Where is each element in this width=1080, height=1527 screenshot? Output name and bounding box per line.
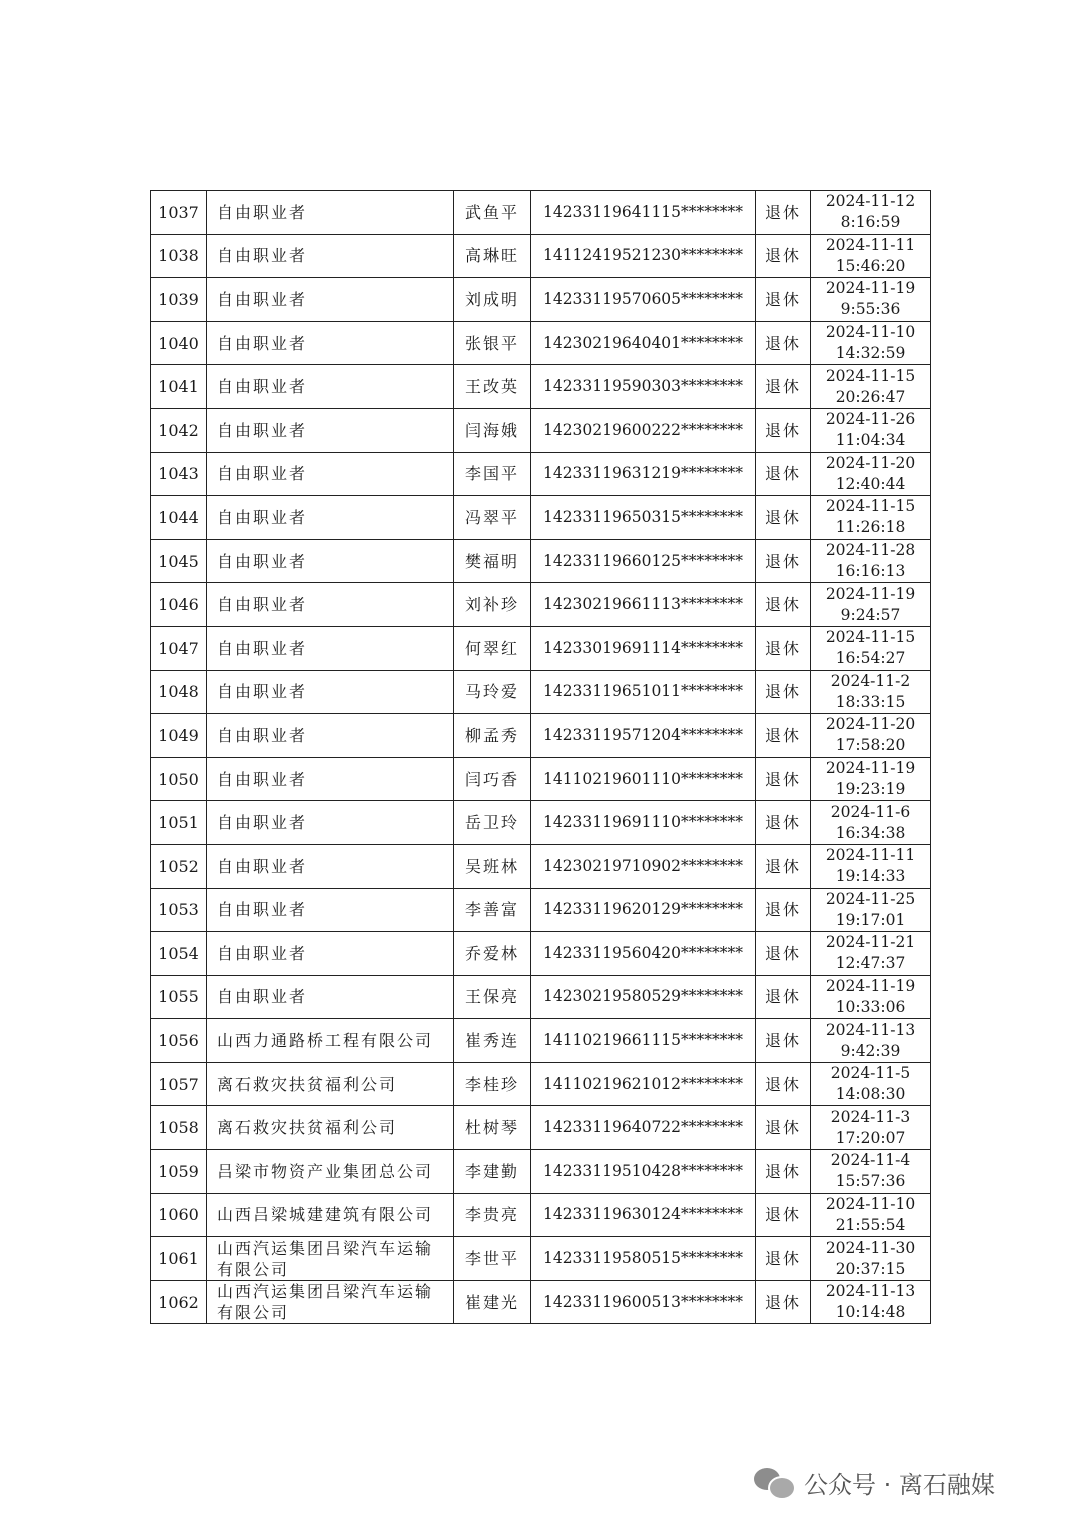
timestamp-cell bbox=[811, 1280, 931, 1324]
unit-line: 山西汽运集团吕梁汽车运输 bbox=[217, 1238, 434, 1258]
timestamp-date: 2024-11-19 bbox=[825, 759, 916, 778]
type-cell: 退休 bbox=[756, 888, 811, 932]
type-cell: 退休 bbox=[756, 1193, 811, 1237]
timestamp-cell bbox=[811, 408, 931, 452]
timestamp-cell bbox=[811, 888, 931, 932]
timestamp-date: 2024-11-30 bbox=[825, 1238, 916, 1257]
unit-line: 自由职业者 bbox=[217, 725, 308, 745]
unit-cell bbox=[207, 496, 454, 540]
row-number-cell: 1047 bbox=[151, 626, 207, 670]
timestamp-cell bbox=[811, 714, 931, 758]
unit-cell bbox=[207, 670, 454, 714]
table-row bbox=[151, 496, 931, 540]
row-number-cell: 1060 bbox=[151, 1193, 207, 1237]
id-number-cell: 14230219580529******** bbox=[531, 975, 756, 1019]
type-cell: 退休 bbox=[756, 583, 811, 627]
timestamp-date: 2024-11-4 bbox=[830, 1151, 911, 1170]
name-cell: 李建勤 bbox=[454, 1150, 531, 1194]
unit-cell bbox=[207, 408, 454, 452]
timestamp-time: 15:46:20 bbox=[835, 256, 906, 275]
unit-line: 有限公司 bbox=[217, 1259, 290, 1279]
timestamp-time: 20:37:15 bbox=[835, 1259, 906, 1278]
type-cell: 退休 bbox=[756, 234, 811, 278]
timestamp-time: 17:58:20 bbox=[835, 736, 906, 755]
table-row bbox=[151, 757, 931, 801]
id-number-cell: 14230219710902******** bbox=[531, 844, 756, 888]
name-cell: 吴班林 bbox=[454, 844, 531, 888]
unit-cell bbox=[207, 1150, 454, 1194]
timestamp-date: 2024-11-6 bbox=[830, 802, 911, 821]
id-number-cell: 14110219661115******** bbox=[531, 1019, 756, 1063]
name-cell: 李贵亮 bbox=[454, 1193, 531, 1237]
timestamp-time: 14:08:30 bbox=[835, 1085, 906, 1104]
row-number-cell: 1037 bbox=[151, 191, 207, 235]
unit-cell bbox=[207, 844, 454, 888]
timestamp-time: 20:26:47 bbox=[835, 387, 906, 406]
id-number-cell: 14233119650315******** bbox=[531, 496, 756, 540]
timestamp-cell bbox=[811, 496, 931, 540]
id-number-cell: 14233119590303******** bbox=[531, 365, 756, 409]
unit-cell bbox=[207, 452, 454, 496]
type-cell: 退休 bbox=[756, 1237, 811, 1281]
timestamp-date: 2024-11-28 bbox=[825, 541, 916, 560]
table-row bbox=[151, 321, 931, 365]
timestamp-cell bbox=[811, 452, 931, 496]
unit-line: 自由职业者 bbox=[217, 943, 308, 963]
unit-line: 自由职业者 bbox=[217, 856, 308, 876]
row-number-cell: 1040 bbox=[151, 321, 207, 365]
row-number-cell: 1052 bbox=[151, 844, 207, 888]
table-row bbox=[151, 191, 931, 235]
watermark-text: 公众号 · 离石融媒 bbox=[804, 1470, 995, 1499]
unit-cell bbox=[207, 1106, 454, 1150]
unit-cell bbox=[207, 234, 454, 278]
unit-line: 自由职业者 bbox=[217, 987, 308, 1007]
unit-line: 离石救灾扶贫福利公司 bbox=[217, 1118, 398, 1138]
timestamp-time: 19:17:01 bbox=[835, 910, 906, 929]
timestamp-date: 2024-11-15 bbox=[825, 366, 916, 385]
type-cell: 退休 bbox=[756, 1150, 811, 1194]
unit-line: 自由职业者 bbox=[217, 551, 308, 571]
wechat-icon bbox=[754, 1466, 794, 1498]
type-cell: 退休 bbox=[756, 1280, 811, 1324]
table-row bbox=[151, 452, 931, 496]
timestamp-date: 2024-11-19 bbox=[825, 279, 916, 298]
type-cell: 退休 bbox=[756, 408, 811, 452]
id-number-cell: 14233119560420******** bbox=[531, 932, 756, 976]
unit-line: 自由职业者 bbox=[217, 377, 308, 397]
timestamp-time: 16:54:27 bbox=[835, 649, 906, 668]
row-number-cell: 1046 bbox=[151, 583, 207, 627]
unit-line: 自由职业者 bbox=[217, 333, 308, 353]
timestamp-time: 8:16:59 bbox=[840, 213, 901, 232]
row-number-cell: 1055 bbox=[151, 975, 207, 1019]
unit-line: 自由职业者 bbox=[217, 595, 308, 615]
name-cell: 李桂珍 bbox=[454, 1062, 531, 1106]
timestamp-date: 2024-11-10 bbox=[825, 1194, 916, 1213]
type-cell: 退休 bbox=[756, 539, 811, 583]
name-cell: 冯翠平 bbox=[454, 496, 531, 540]
unit-cell bbox=[207, 539, 454, 583]
table-row bbox=[151, 626, 931, 670]
timestamp-time: 10:33:06 bbox=[835, 997, 906, 1016]
timestamp-date: 2024-11-26 bbox=[825, 410, 916, 429]
row-number-cell: 1061 bbox=[151, 1237, 207, 1281]
type-cell: 退休 bbox=[756, 757, 811, 801]
timestamp-cell bbox=[811, 801, 931, 845]
id-number-cell: 14233119571204******** bbox=[531, 714, 756, 758]
timestamp-cell bbox=[811, 975, 931, 1019]
row-number-cell: 1059 bbox=[151, 1150, 207, 1194]
timestamp-date: 2024-11-11 bbox=[825, 235, 916, 254]
timestamp-cell bbox=[811, 1019, 931, 1063]
timestamp-cell bbox=[811, 1062, 931, 1106]
timestamp-time: 19:14:33 bbox=[835, 867, 906, 886]
type-cell: 退休 bbox=[756, 278, 811, 322]
unit-line: 山西汽运集团吕梁汽车运输 bbox=[217, 1282, 434, 1302]
unit-cell bbox=[207, 1193, 454, 1237]
row-number-cell: 1062 bbox=[151, 1280, 207, 1324]
row-number-cell: 1053 bbox=[151, 888, 207, 932]
unit-cell bbox=[207, 932, 454, 976]
timestamp-cell bbox=[811, 757, 931, 801]
timestamp-time: 14:32:59 bbox=[835, 344, 906, 363]
name-cell: 马玲爱 bbox=[454, 670, 531, 714]
row-number-cell: 1054 bbox=[151, 932, 207, 976]
id-number-cell: 14233019691114******** bbox=[531, 626, 756, 670]
unit-cell bbox=[207, 1019, 454, 1063]
name-cell: 武鱼平 bbox=[454, 191, 531, 235]
timestamp-time: 19:23:19 bbox=[835, 780, 906, 799]
unit-line: 自由职业者 bbox=[217, 769, 308, 789]
row-number-cell: 1041 bbox=[151, 365, 207, 409]
unit-cell bbox=[207, 191, 454, 235]
timestamp-date: 2024-11-11 bbox=[825, 846, 916, 865]
row-number-cell: 1039 bbox=[151, 278, 207, 322]
unit-line: 自由职业者 bbox=[217, 813, 308, 833]
timestamp-date: 2024-11-25 bbox=[825, 889, 916, 908]
table-row bbox=[151, 670, 931, 714]
id-number-cell: 14233119640722******** bbox=[531, 1106, 756, 1150]
name-cell: 岳卫玲 bbox=[454, 801, 531, 845]
unit-cell bbox=[207, 757, 454, 801]
unit-line: 自由职业者 bbox=[217, 507, 308, 527]
unit-cell bbox=[207, 1237, 454, 1281]
table-row bbox=[151, 1193, 931, 1237]
timestamp-date: 2024-11-19 bbox=[825, 584, 916, 603]
watermark bbox=[754, 1457, 995, 1507]
timestamp-time: 11:04:34 bbox=[835, 431, 906, 450]
unit-cell bbox=[207, 888, 454, 932]
row-number-cell: 1038 bbox=[151, 234, 207, 278]
table-row bbox=[151, 888, 931, 932]
timestamp-cell bbox=[811, 583, 931, 627]
id-number-cell: 14233119641115******** bbox=[531, 191, 756, 235]
unit-line: 离石救灾扶贫福利公司 bbox=[217, 1074, 398, 1094]
type-cell: 退休 bbox=[756, 670, 811, 714]
name-cell: 李善富 bbox=[454, 888, 531, 932]
row-number-cell: 1050 bbox=[151, 757, 207, 801]
timestamp-date: 2024-11-15 bbox=[825, 497, 916, 516]
timestamp-cell bbox=[811, 539, 931, 583]
unit-cell bbox=[207, 626, 454, 670]
unit-cell bbox=[207, 1062, 454, 1106]
timestamp-date: 2024-11-10 bbox=[825, 323, 916, 342]
timestamp-time: 10:14:48 bbox=[835, 1303, 906, 1322]
name-cell: 崔建光 bbox=[454, 1280, 531, 1324]
row-number-cell: 1049 bbox=[151, 714, 207, 758]
type-cell: 退休 bbox=[756, 365, 811, 409]
table-row bbox=[151, 1019, 931, 1063]
id-number-cell: 14233119660125******** bbox=[531, 539, 756, 583]
id-number-cell: 14230219600222******** bbox=[531, 408, 756, 452]
timestamp-cell bbox=[811, 626, 931, 670]
table-row bbox=[151, 234, 931, 278]
name-cell: 张银平 bbox=[454, 321, 531, 365]
timestamp-date: 2024-11-20 bbox=[825, 715, 916, 734]
timestamp-cell bbox=[811, 1106, 931, 1150]
unit-line: 自由职业者 bbox=[217, 289, 308, 309]
table-row bbox=[151, 539, 931, 583]
timestamp-date: 2024-11-15 bbox=[825, 628, 916, 647]
unit-cell bbox=[207, 583, 454, 627]
timestamp-time: 21:55:54 bbox=[835, 1215, 906, 1234]
timestamp-date: 2024-11-13 bbox=[825, 1282, 916, 1301]
table-row bbox=[151, 1062, 931, 1106]
name-cell: 王保亮 bbox=[454, 975, 531, 1019]
id-number-cell: 14112419521230******** bbox=[531, 234, 756, 278]
name-cell: 闫海娥 bbox=[454, 408, 531, 452]
unit-line: 自由职业者 bbox=[217, 638, 308, 658]
row-number-cell: 1051 bbox=[151, 801, 207, 845]
type-cell: 退休 bbox=[756, 626, 811, 670]
type-cell: 退休 bbox=[756, 1019, 811, 1063]
timestamp-time: 9:24:57 bbox=[840, 605, 901, 624]
timestamp-date: 2024-11-19 bbox=[825, 976, 916, 995]
name-cell: 闫巧香 bbox=[454, 757, 531, 801]
unit-cell bbox=[207, 365, 454, 409]
timestamp-cell bbox=[811, 234, 931, 278]
name-cell: 樊福明 bbox=[454, 539, 531, 583]
row-number-cell: 1043 bbox=[151, 452, 207, 496]
timestamp-date: 2024-11-13 bbox=[825, 1020, 916, 1039]
timestamp-date: 2024-11-5 bbox=[830, 1064, 911, 1083]
timestamp-date: 2024-11-12 bbox=[825, 192, 916, 211]
table-row bbox=[151, 1106, 931, 1150]
table-row bbox=[151, 278, 931, 322]
pension-record-table bbox=[150, 190, 931, 1324]
timestamp-time: 17:20:07 bbox=[835, 1128, 906, 1147]
timestamp-time: 12:47:37 bbox=[835, 954, 906, 973]
id-number-cell: 14233119691110******** bbox=[531, 801, 756, 845]
timestamp-cell bbox=[811, 278, 931, 322]
name-cell: 何翠红 bbox=[454, 626, 531, 670]
timestamp-time: 9:42:39 bbox=[840, 1041, 901, 1060]
timestamp-date: 2024-11-3 bbox=[830, 1107, 911, 1126]
type-cell: 退休 bbox=[756, 191, 811, 235]
timestamp-cell bbox=[811, 321, 931, 365]
timestamp-time: 9:55:36 bbox=[840, 300, 901, 319]
timestamp-time: 15:57:36 bbox=[835, 1172, 906, 1191]
unit-cell bbox=[207, 801, 454, 845]
unit-line: 自由职业者 bbox=[217, 682, 308, 702]
timestamp-cell bbox=[811, 670, 931, 714]
row-number-cell: 1042 bbox=[151, 408, 207, 452]
name-cell: 柳孟秀 bbox=[454, 714, 531, 758]
unit-cell bbox=[207, 278, 454, 322]
id-number-cell: 14110219601110******** bbox=[531, 757, 756, 801]
row-number-cell: 1057 bbox=[151, 1062, 207, 1106]
timestamp-time: 12:40:44 bbox=[835, 474, 906, 493]
id-number-cell: 14233119651011******** bbox=[531, 670, 756, 714]
type-cell: 退休 bbox=[756, 844, 811, 888]
type-cell: 退休 bbox=[756, 1106, 811, 1150]
timestamp-cell bbox=[811, 932, 931, 976]
table-row bbox=[151, 714, 931, 758]
table-row bbox=[151, 975, 931, 1019]
timestamp-cell bbox=[811, 844, 931, 888]
unit-line: 山西力通路桥工程有限公司 bbox=[217, 1031, 434, 1051]
name-cell: 杜树琴 bbox=[454, 1106, 531, 1150]
timestamp-time: 16:16:13 bbox=[835, 562, 906, 581]
unit-line: 自由职业者 bbox=[217, 420, 308, 440]
table-row bbox=[151, 932, 931, 976]
unit-line: 自由职业者 bbox=[217, 246, 308, 266]
name-cell: 李世平 bbox=[454, 1237, 531, 1281]
id-number-cell: 14233119631219******** bbox=[531, 452, 756, 496]
name-cell: 王改英 bbox=[454, 365, 531, 409]
type-cell: 退休 bbox=[756, 932, 811, 976]
timestamp-cell bbox=[811, 365, 931, 409]
table-row bbox=[151, 365, 931, 409]
type-cell: 退休 bbox=[756, 714, 811, 758]
table-row bbox=[151, 801, 931, 845]
id-number-cell: 14233119630124******** bbox=[531, 1193, 756, 1237]
unit-line: 山西吕梁城建建筑有限公司 bbox=[217, 1205, 434, 1225]
timestamp-time: 11:26:18 bbox=[835, 518, 906, 537]
timestamp-cell bbox=[811, 1193, 931, 1237]
name-cell: 刘补珍 bbox=[454, 583, 531, 627]
id-number-cell: 14233119600513******** bbox=[531, 1280, 756, 1324]
unit-cell bbox=[207, 714, 454, 758]
timestamp-date: 2024-11-21 bbox=[825, 933, 916, 952]
unit-line: 吕梁市物资产业集团总公司 bbox=[217, 1161, 434, 1181]
id-number-cell: 14110219621012******** bbox=[531, 1062, 756, 1106]
name-cell: 高琳旺 bbox=[454, 234, 531, 278]
table-row bbox=[151, 583, 931, 627]
table-row bbox=[151, 408, 931, 452]
timestamp-cell bbox=[811, 191, 931, 235]
row-number-cell: 1044 bbox=[151, 496, 207, 540]
unit-cell bbox=[207, 975, 454, 1019]
name-cell: 乔爱林 bbox=[454, 932, 531, 976]
unit-cell bbox=[207, 1280, 454, 1324]
timestamp-cell bbox=[811, 1237, 931, 1281]
timestamp-time: 16:34:38 bbox=[835, 823, 906, 842]
type-cell: 退休 bbox=[756, 1062, 811, 1106]
id-number-cell: 14233119580515******** bbox=[531, 1237, 756, 1281]
row-number-cell: 1058 bbox=[151, 1106, 207, 1150]
timestamp-time: 18:33:15 bbox=[835, 692, 906, 711]
type-cell: 退休 bbox=[756, 321, 811, 365]
name-cell: 李国平 bbox=[454, 452, 531, 496]
id-number-cell: 14233119510428******** bbox=[531, 1150, 756, 1194]
unit-line: 自由职业者 bbox=[217, 900, 308, 920]
unit-cell bbox=[207, 321, 454, 365]
row-number-cell: 1045 bbox=[151, 539, 207, 583]
row-number-cell: 1048 bbox=[151, 670, 207, 714]
type-cell: 退休 bbox=[756, 452, 811, 496]
table-row bbox=[151, 1237, 931, 1281]
name-cell: 刘成明 bbox=[454, 278, 531, 322]
id-number-cell: 14233119620129******** bbox=[531, 888, 756, 932]
id-number-cell: 14230219661113******** bbox=[531, 583, 756, 627]
timestamp-cell bbox=[811, 1150, 931, 1194]
timestamp-date: 2024-11-2 bbox=[830, 671, 911, 690]
id-number-cell: 14233119570605******** bbox=[531, 278, 756, 322]
timestamp-date: 2024-11-20 bbox=[825, 453, 916, 472]
id-number-cell: 14230219640401******** bbox=[531, 321, 756, 365]
unit-line: 自由职业者 bbox=[217, 464, 308, 484]
type-cell: 退休 bbox=[756, 801, 811, 845]
unit-line: 有限公司 bbox=[217, 1303, 290, 1323]
type-cell: 退休 bbox=[756, 975, 811, 1019]
row-number-cell: 1056 bbox=[151, 1019, 207, 1063]
type-cell: 退休 bbox=[756, 496, 811, 540]
table-row bbox=[151, 1150, 931, 1194]
table-row bbox=[151, 1280, 931, 1324]
unit-line: 自由职业者 bbox=[217, 202, 308, 222]
name-cell: 崔秀连 bbox=[454, 1019, 531, 1063]
table-row bbox=[151, 844, 931, 888]
